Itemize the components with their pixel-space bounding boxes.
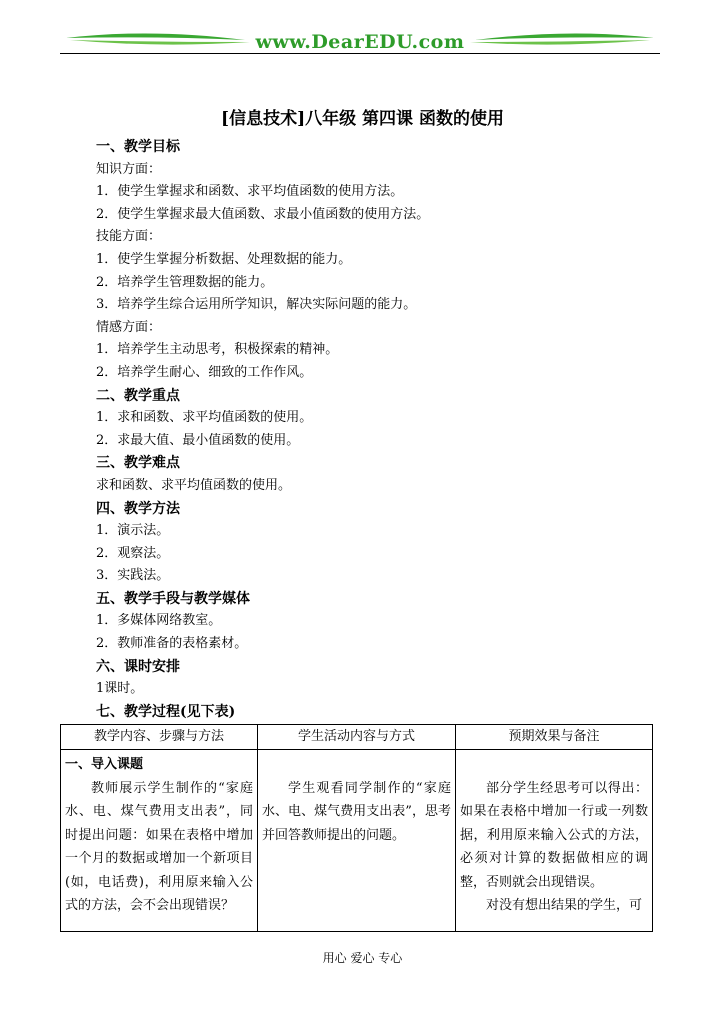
cell-heading: 一、导入课题 <box>65 757 144 772</box>
site-logo[interactable]: www.DearEDU.com <box>255 31 465 53</box>
text-line: 1．多媒体网络教室。 <box>96 613 222 629</box>
text-line: 3．培养学生综合运用所学知识，解决实际问题的能力。 <box>96 297 417 313</box>
column-header: 学生活动内容与方式 <box>258 725 456 750</box>
page-header <box>60 28 660 58</box>
text-line: 2．培养学生耐心、细致的工作作风。 <box>96 364 313 380</box>
section-heading: 六、课时安排 <box>96 658 180 675</box>
table-cell-content <box>61 750 258 932</box>
section-heading: 七、教学过程(见下表) <box>96 703 236 720</box>
cell-text: 对没有想出结果的学生，可 <box>486 898 643 913</box>
text-line: 1课时。 <box>96 681 144 697</box>
cell-text: 学生观看同学制作的“家庭水、电、煤气费用支出表”，思考并回答教师提出的问题。 <box>262 780 451 843</box>
text-line: 求和函数、求平均值函数的使用。 <box>96 477 292 493</box>
table-cell-notes <box>456 750 653 932</box>
text-line: 2．教师准备的表格素材。 <box>96 636 248 652</box>
table-row <box>61 750 653 932</box>
header-rule <box>60 53 660 54</box>
column-header: 预期效果与备注 <box>456 725 653 750</box>
text-line: 2．使学生掌握求最大值函数、求最小值函数的使用方法。 <box>96 206 430 222</box>
column-header: 教学内容、步骤与方法 <box>61 725 258 750</box>
text-line: 2．求最大值、最小值函数的使用。 <box>96 432 300 448</box>
section-heading: 一、教学目标 <box>96 139 180 155</box>
table-cell-activity <box>258 750 456 932</box>
section-heading: 五、教学手段与教学媒体 <box>96 590 250 607</box>
text-line: 2．观察法。 <box>96 545 170 561</box>
text-line: 2．培养学生管理数据的能力。 <box>96 274 274 290</box>
text-line: 1．培养学生主动思考，积极探索的精神。 <box>96 342 339 358</box>
teaching-process-table <box>60 724 653 932</box>
text-line: 1．使学生掌握求和函数、求平均值函数的使用方法。 <box>96 184 404 200</box>
cell-text: 教师展示学生制作的“家庭水、电、煤气费用支出表”，同时提出问题：如果在表格中增加一个月的数据或增加一个新项目(如，电话费)，利用原来输入公式的方法，会不会出现错误？ <box>65 780 253 913</box>
lesson-outline <box>96 136 666 723</box>
section-heading: 四、教学方法 <box>96 500 180 517</box>
section-heading: 三、教学难点 <box>96 455 180 472</box>
text-line: 知识方面： <box>96 161 162 177</box>
text-line: 情感方面： <box>96 319 162 335</box>
text-line: 1．使学生掌握分析数据、处理数据的能力。 <box>96 251 352 267</box>
text-line: 1．求和函数、求平均值函数的使用。 <box>96 410 313 426</box>
text-line: 3．实践法。 <box>96 568 170 584</box>
text-line: 技能方面： <box>96 229 162 245</box>
text-line: 1．演示法。 <box>96 523 170 539</box>
document-title: [信息技术]八年级 第四课 函数的使用 <box>221 109 504 129</box>
table-header-row <box>61 725 653 750</box>
section-heading: 二、教学重点 <box>96 387 180 404</box>
cell-text: 部分学生经思考可以得出：如果在表格中增加一行或一列数据，利用原来输入公式的方法，必须对计算的数据做相应的调整，否则就会出现错误。 <box>460 780 648 890</box>
page-footer: 用心 爱心 专心 <box>322 951 403 965</box>
